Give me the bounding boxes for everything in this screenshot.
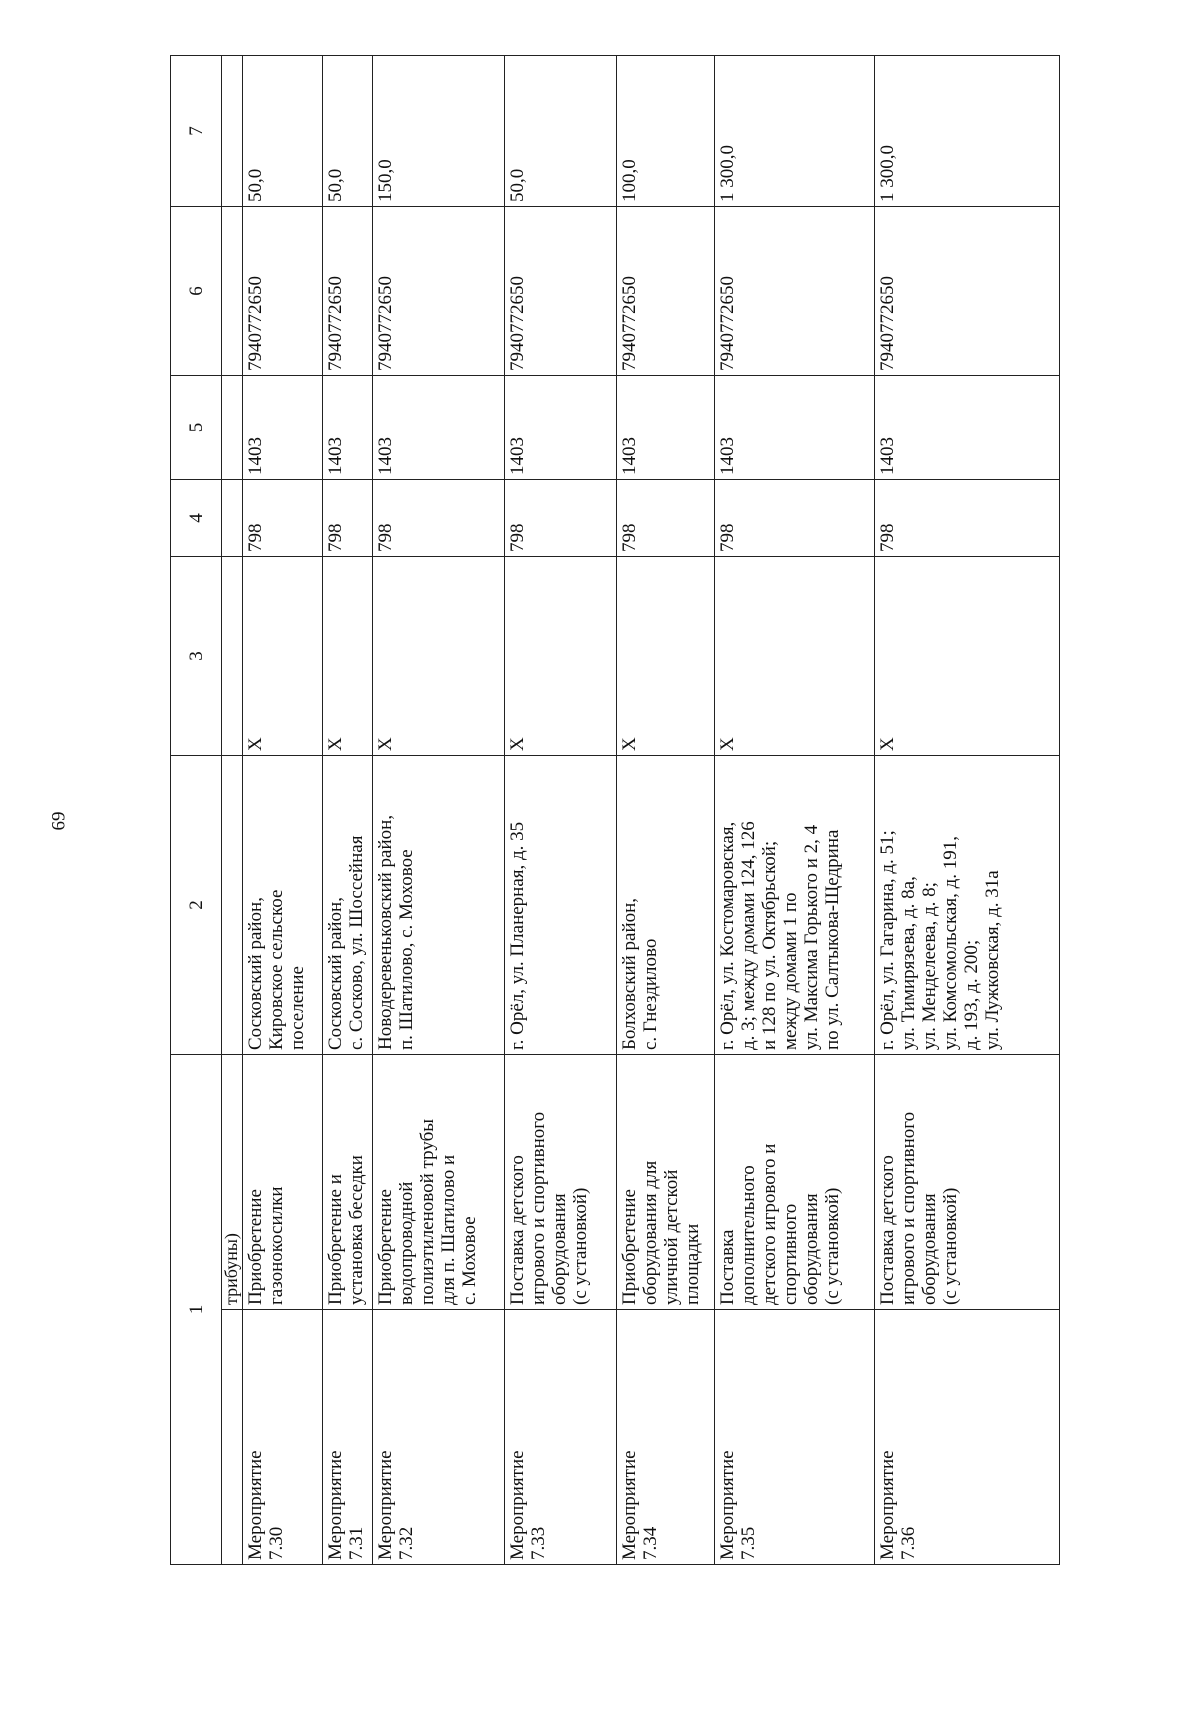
cell-c5: 1403: [715, 376, 875, 480]
cell-c4: 798: [617, 480, 715, 557]
cell-c4: 798: [875, 480, 1060, 557]
continuation-cell: [222, 480, 243, 557]
header-cell: 5: [171, 376, 222, 480]
cell-id: Мероприятие 7.34: [617, 1310, 715, 1565]
cell-c7: 1 300,0: [875, 56, 1060, 207]
budget-table: [170, 55, 1060, 1565]
cell-id: Мероприятие 7.33: [505, 1310, 617, 1565]
continuation-cell: [222, 376, 243, 480]
table-row: [617, 56, 715, 1565]
continuation-cell: [222, 756, 243, 1055]
cell-c7: 100,0: [617, 56, 715, 207]
cell-c3: Х: [373, 557, 505, 756]
cell-c7: 50,0: [243, 56, 323, 207]
cell-address: Болховский район, с. Гнездилово: [617, 756, 715, 1055]
cell-name: Приобретение водопроводной полиэтиленовой трубы для п. Шатилово и с. Моховое: [373, 1055, 505, 1310]
cell-c4: 798: [373, 480, 505, 557]
cell-id: Мероприятие 7.31: [323, 1310, 373, 1565]
cell-name: Поставка детского игрового и спортивного оборудования (с установкой): [505, 1055, 617, 1310]
cell-c7: 1 300,0: [715, 56, 875, 207]
cell-c6: 7940772650: [243, 207, 323, 376]
cell-c3: Х: [875, 557, 1060, 756]
cell-id: Мероприятие 7.35: [715, 1310, 875, 1565]
header-cell: 6: [171, 207, 222, 376]
cell-c7: 50,0: [323, 56, 373, 207]
cell-c4: 798: [323, 480, 373, 557]
continuation-cell: трибуны): [222, 1055, 243, 1310]
cell-c3: Х: [505, 557, 617, 756]
table-row: [373, 56, 505, 1565]
cell-c5: 1403: [505, 376, 617, 480]
header-cell: 3: [171, 557, 222, 756]
document-sheet: [170, 55, 1100, 1580]
header-cell: 4: [171, 480, 222, 557]
cell-c5: 1403: [875, 376, 1060, 480]
cell-name: Приобретение оборудования для уличной детской площадки: [617, 1055, 715, 1310]
cell-name: Приобретение газонокосилки: [243, 1055, 323, 1310]
cell-id: Мероприятие 7.30: [243, 1310, 323, 1565]
cell-c5: 1403: [617, 376, 715, 480]
table-row: [715, 56, 875, 1565]
table-row: [505, 56, 617, 1565]
cell-id: Мероприятие 7.32: [373, 1310, 505, 1565]
cell-name: Поставка дополнительного детского игрового и спортивного оборудования (с установкой): [715, 1055, 875, 1310]
cell-c4: 798: [243, 480, 323, 557]
header-row: [171, 56, 222, 1565]
rotated-table-wrapper: [170, 55, 1100, 1565]
cell-name: Поставка детского игрового и спортивного оборудования (с установкой): [875, 1055, 1060, 1310]
cell-c4: 798: [505, 480, 617, 557]
table-row: [243, 56, 323, 1565]
cell-c3: Х: [715, 557, 875, 756]
cell-c6: 7940772650: [617, 207, 715, 376]
cell-c6: 7940772650: [875, 207, 1060, 376]
cell-c7: 50,0: [505, 56, 617, 207]
cell-address: Новодеревеньковский район, п. Шатилово, с. Моховое: [373, 756, 505, 1055]
cell-c5: 1403: [373, 376, 505, 480]
cell-c3: Х: [243, 557, 323, 756]
cell-address: г. Орёл, ул. Гагарина, д. 51; ул. Тимирязева, д. 8а, ул. Менделеева, д. 8; ул. Комсомольская, д. 191, д. 193, д. 200; ул. Лужковская, д. 31а: [875, 756, 1060, 1055]
header-cell: 2: [171, 756, 222, 1055]
cell-id: Мероприятие 7.36: [875, 1310, 1060, 1565]
table-row: [875, 56, 1060, 1565]
cell-c7: 150,0: [373, 56, 505, 207]
header-cell: 1: [171, 1055, 222, 1565]
continuation-cell: [222, 56, 243, 207]
cell-address: Сосковский район, с. Сосково, ул. Шоссейная: [323, 756, 373, 1055]
header-cell: 7: [171, 56, 222, 207]
cell-c6: 7940772650: [373, 207, 505, 376]
cell-c3: Х: [617, 557, 715, 756]
cell-c5: 1403: [323, 376, 373, 480]
cell-c6: 7940772650: [715, 207, 875, 376]
cell-c5: 1403: [243, 376, 323, 480]
continuation-cell: [222, 207, 243, 376]
cell-address: г. Орёл, ул. Планерная, д. 35: [505, 756, 617, 1055]
cell-address: г. Орёл, ул. Костомаровская, д. 3; между домами 124, 126 и 128 по ул. Октябрьской; между домами 1 по ул. Максима Горького и 2, 4 по ул. Салтыкова-Щедрина: [715, 756, 875, 1055]
continuation-row: [222, 56, 243, 1565]
continuation-cell: [222, 557, 243, 756]
continuation-cell: [222, 1310, 243, 1565]
cell-c6: 7940772650: [505, 207, 617, 376]
cell-c3: Х: [323, 557, 373, 756]
cell-address: Сосковский район, Кировское сельское поселение: [243, 756, 323, 1055]
cell-name: Приобретение и установка беседки: [323, 1055, 373, 1310]
cell-c6: 7940772650: [323, 207, 373, 376]
cell-c4: 798: [715, 480, 875, 557]
table-row: [323, 56, 373, 1565]
page-number: 69: [48, 811, 70, 831]
